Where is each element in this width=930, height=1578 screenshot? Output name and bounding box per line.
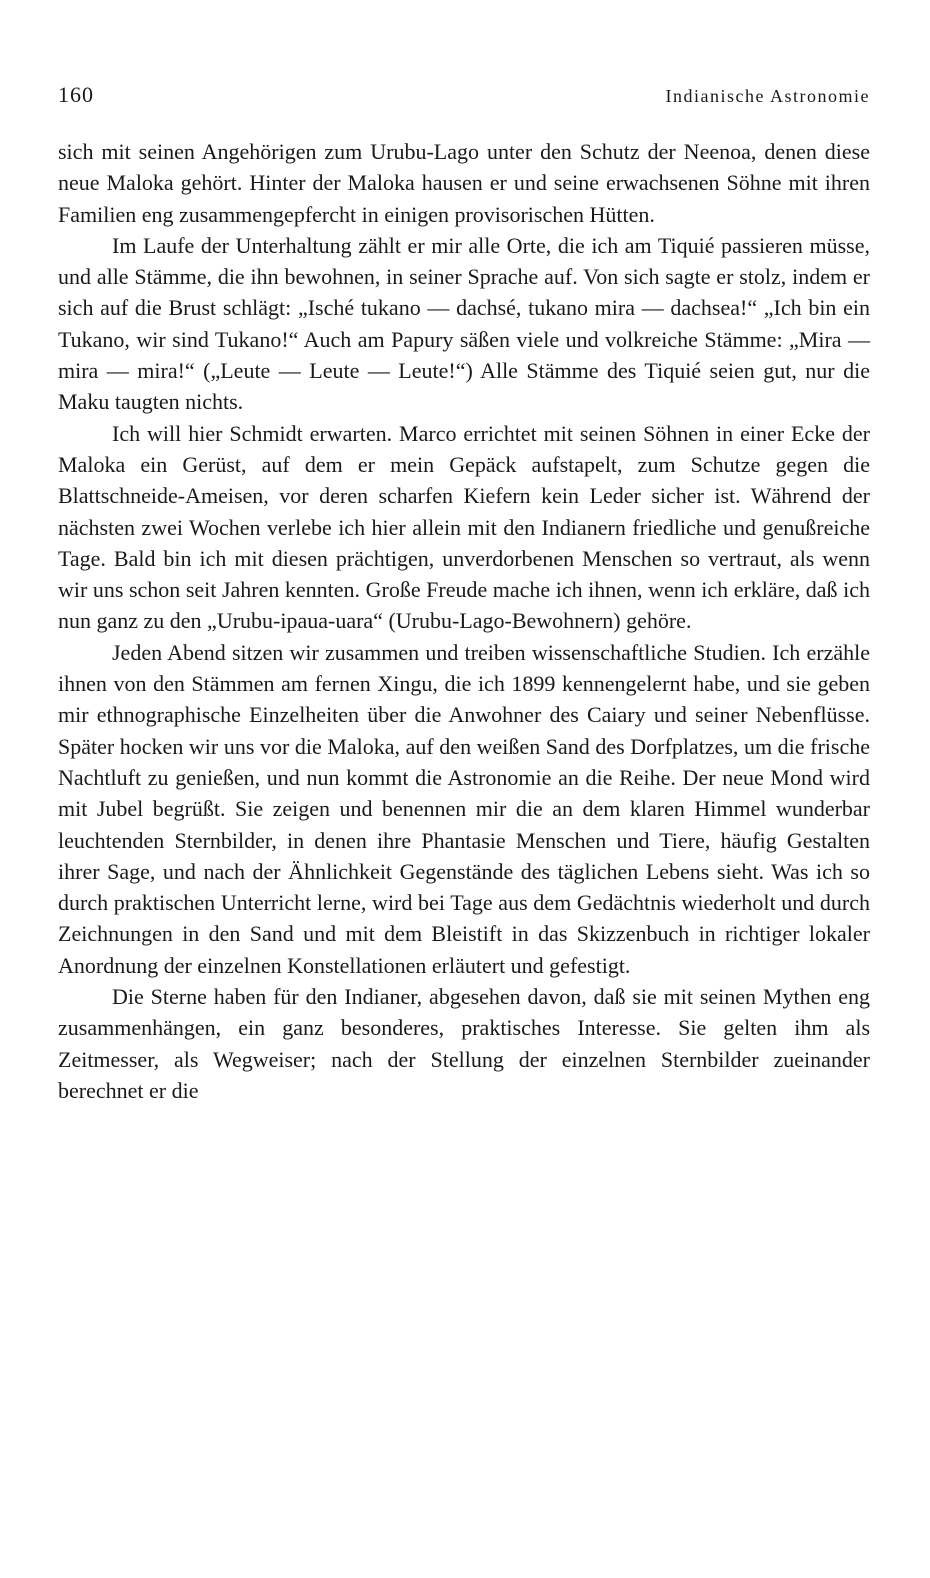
running-title: Indianische Astronomie (665, 86, 870, 106)
book-page (58, 82, 870, 1106)
paragraph-2: Im Laufe der Unterhaltung zählt er mir alle Orte, die ich am Tiquié passieren müsse, und alle Stämme, die ihn bewohnen, in seiner Sprache auf. Von sich sagte er stolz, indem er sich auf die Brust schlägt: „Isché tukano — dachsé, tukano mira — dachsea!“ „Ich bin ein Tukano, wir sind Tukano!“ Auch am Papury säßen viele und volkreiche Stämme: „Mira — mira — mira!“ („Leute — Leute — Leute!“) Alle Stämme des Tiquié seien gut, nur die Maku taugten nichts. (58, 232, 870, 415)
page-number: 160 (58, 82, 94, 107)
paragraph-1: sich mit seinen Angehörigen zum Urubu-Lago unter den Schutz der Neenoa, denen diese neue Maloka gehört. Hinter der Maloka hausen er und seine erwachsenen Söhne mit ihren Familien eng zusammengepfercht in einigen provisorischen Hütten. (58, 139, 870, 227)
body-text (58, 136, 870, 1106)
paragraph-4: Jeden Abend sitzen wir zusammen und treiben wissenschaftliche Studien. Ich erzähle ihnen von den Stämmen am fernen Xingu, die ich 1899 kennengelernt habe, und sie geben mir ethnographische Einzelheiten über die Anwohner des Caiary und seiner Nebenflüsse. Später hocken wir uns vor die Maloka, auf den weißen Sand des Dorfplatzes, um die frische Nachtluft zu genießen, und nun kommt die Astronomie an die Reihe. Der neue Mond wird mit Jubel begrüßt. Sie zeigen und benennen mir die an dem klaren Himmel wunderbar leuchtenden Sternbilder, in denen ihre Phantasie Menschen und Tiere, häufig Gestalten ihrer Sage, und nach der Ähnlichkeit Gegenstände des täglichen Lebens sieht. Was ich so durch praktischen Unterricht lerne, wird bei Tage aus dem Gedächtnis wiederholt und durch Zeichnungen in den Sand und mit dem Bleistift in das Skizzenbuch in richtiger lokaler Anordnung der einzelnen Konstellationen erläutert und gefestigt. (58, 639, 870, 978)
paragraph-5: Die Sterne haben für den Indianer, abgesehen davon, daß sie mit seinen Mythen eng zusammenhängen, ein ganz besonderes, praktisches Interesse. Sie gelten ihm als Zeitmesser, als Wegweiser; nach der Stellung der einzelnen Sternbilder zueinander berechnet er die (58, 984, 870, 1103)
paragraph-3: Ich will hier Schmidt erwarten. Marco errichtet mit seinen Söhnen in einer Ecke der Maloka ein Gerüst, auf dem er mein Gepäck aufstapelt, zum Schutze gegen die Blattschneide-Ameisen, vor deren scharfen Kiefern kein Leder sicher ist. Während der nächsten zwei Wochen verlebe ich hier allein mit den Indianern friedliche und genußreiche Tage. Bald bin ich mit diesen prächtigen, unverdorbenen Menschen so vertraut, als wenn wir uns schon seit Jahren kennten. Große Freude mache ich ihnen, wenn ich erkläre, daß ich nun ganz zu den „Urubu-ipaua-uara“ (Urubu-Lago-Bewohnern) gehöre. (58, 420, 870, 634)
running-head (58, 82, 870, 116)
